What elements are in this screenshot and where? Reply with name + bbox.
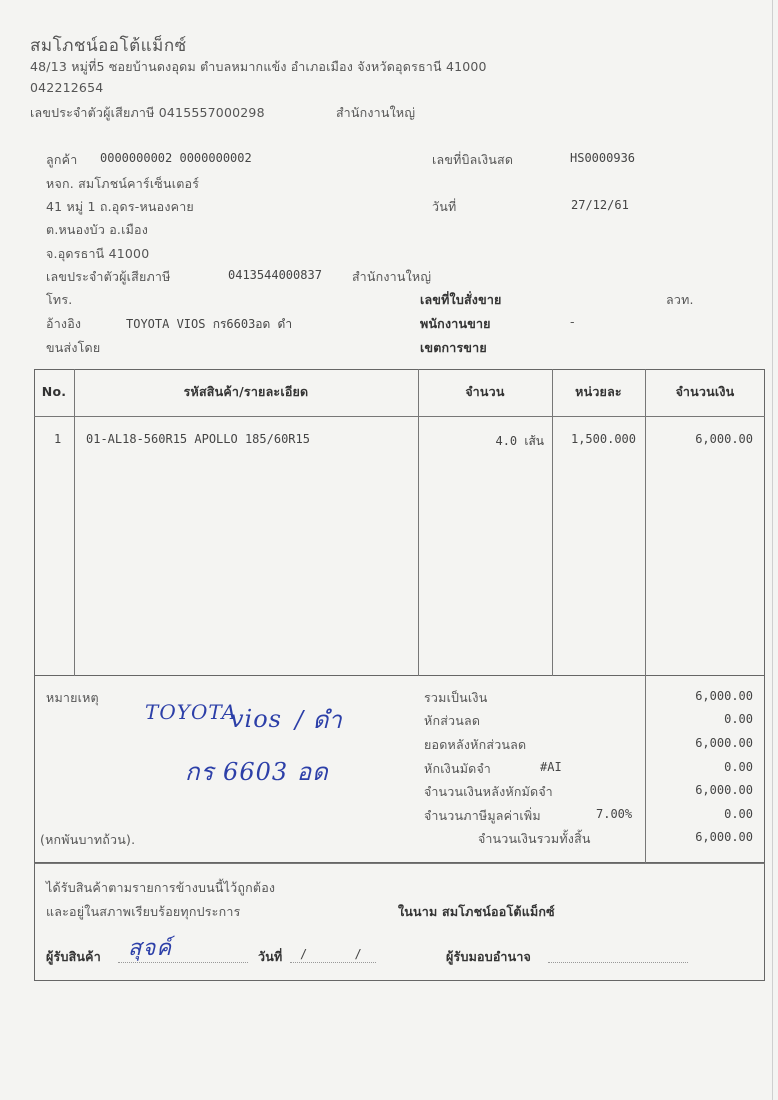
header-amount: จำนวนเงิน bbox=[675, 384, 735, 399]
shipping-label: ขนส่งโดย bbox=[46, 340, 101, 355]
bill-date-label: วันที่ bbox=[432, 199, 457, 214]
row-amount: 6,000.00 bbox=[695, 432, 753, 446]
reference-label: อ้างอิง bbox=[46, 316, 82, 331]
customer-name: หจก. สมโภชน์คาร์เซ็นเตอร์ bbox=[46, 176, 200, 191]
customer-tax-id: 0413544000837 bbox=[228, 268, 322, 282]
customer-address-3: จ.อุดรธานี 41000 bbox=[46, 246, 150, 261]
deposit-code: #AI bbox=[540, 760, 562, 774]
receiver-signature: สุจค์ bbox=[128, 936, 173, 961]
customer-code: 0000000002 0000000002 bbox=[100, 151, 252, 165]
after-discount-label: ยอดหลังหักส่วนลด bbox=[424, 737, 527, 752]
bill-no-label: เลขที่บิลเงินสด bbox=[432, 152, 514, 167]
customer-branch: สำนักงานใหญ่ bbox=[352, 269, 432, 284]
row-unit-price: 1,500.000 bbox=[570, 432, 636, 446]
company-address: 48/13 หมู่ที่5 ซอยบ้านดงอุดม ตำบลหมากแข้ง อำเภอเมือง จังหวัดอุดรธานี 41000 bbox=[30, 59, 487, 74]
company-phone: 042212654 bbox=[30, 80, 104, 95]
row-no: 1 bbox=[54, 432, 62, 446]
grand-total-value: 6,000.00 bbox=[695, 830, 753, 844]
salesperson-value: - bbox=[570, 314, 575, 329]
company-branch: สำนักงานใหญ่ bbox=[336, 105, 416, 120]
bill-no-value: HS0000936 bbox=[570, 151, 636, 165]
on-behalf-of: ในนาม สมโภชน์ออโต้แม็กซ์ bbox=[398, 904, 555, 919]
customer-label: ลูกค้า bbox=[46, 152, 78, 167]
subtotal-value: 6,000.00 bbox=[695, 689, 753, 703]
handwriting-color: / ดำ bbox=[295, 706, 343, 734]
col-divider-4 bbox=[645, 369, 646, 676]
col-divider-2 bbox=[418, 369, 419, 676]
row-quantity: 4.0 เส้น bbox=[495, 434, 544, 448]
reference-value: TOYOTA VIOS กร6603อด ดำ bbox=[126, 317, 293, 331]
confirm-text-2: และอยู่ในสภาพเรียบร้อยทุกประการ bbox=[46, 904, 241, 919]
company-tax-id: เลขประจำตัวผู้เสียภาษี 0415557000298 bbox=[30, 105, 265, 120]
customer-address-2: ต.หนองบัว อ.เมือง bbox=[46, 222, 149, 237]
header-quantity: จำนวน bbox=[465, 384, 505, 399]
header-description: รหัสสินค้า/รายละเอียด bbox=[183, 384, 309, 399]
receive-date-line bbox=[290, 962, 376, 963]
header-unit-price: หน่วยละ bbox=[575, 384, 622, 399]
subtotal-label: รวมเป็นเงิน bbox=[424, 690, 488, 705]
after-deposit-value: 6,000.00 bbox=[695, 783, 753, 797]
bill-date-value: 27/12/61 bbox=[571, 198, 629, 212]
discount-value: 0.00 bbox=[724, 712, 753, 726]
customer-address-1: 41 หมู่ 1 ถ.อุดร-หนองคาย bbox=[46, 199, 194, 214]
col-divider-1 bbox=[74, 369, 75, 676]
remark-label: หมายเหตุ bbox=[46, 690, 99, 705]
handwriting-model: vios bbox=[230, 705, 282, 733]
header-no: No. bbox=[41, 384, 67, 399]
confirm-text-1: ได้รับสินค้าตามรายการข้างบนนี้ไว้ถูกต้อง bbox=[46, 880, 276, 895]
discount-label: หักส่วนลด bbox=[424, 713, 481, 728]
deposit-value: 0.00 bbox=[724, 760, 753, 774]
table-header-divider bbox=[34, 416, 765, 417]
col-divider-3 bbox=[552, 369, 553, 676]
after-discount-value: 6,000.00 bbox=[695, 736, 753, 750]
scan-edge bbox=[772, 0, 773, 1100]
customer-phone-label: โทร. bbox=[46, 292, 73, 307]
receive-date-label: วันที่ bbox=[258, 949, 283, 964]
row-description: 01-AL18-560R15 APOLLO 185/60R15 bbox=[86, 432, 310, 446]
grand-total-label: จำนวนเงินรวมทั้งสิ้น bbox=[478, 831, 591, 846]
vat-label: จำนวนภาษีมูลค่าเพิ่ม bbox=[424, 808, 541, 823]
authorized-signature-line bbox=[548, 962, 688, 963]
receiver-label: ผู้รับสินค้า bbox=[46, 949, 101, 964]
authorized-label: ผู้รับมอบอำนาจ bbox=[446, 949, 532, 964]
vat-value: 0.00 bbox=[724, 807, 753, 821]
handwriting-make: TOYOTA bbox=[145, 700, 238, 724]
customer-tax-label: เลขประจำตัวผู้เสียภาษี bbox=[46, 269, 171, 284]
receive-date-value: / / bbox=[300, 947, 382, 961]
sales-zone-label: เขตการขาย bbox=[420, 340, 487, 355]
deposit-label: หักเงินมัดจำ bbox=[424, 761, 492, 776]
order-no-label: เลขที่ใบสั่งขาย bbox=[420, 292, 502, 307]
handwriting-plate: กร 6603 อด bbox=[185, 758, 329, 786]
company-name: สมโภชน์ออโต้แม็กซ์ bbox=[30, 36, 187, 56]
order-no-value: ลวท. bbox=[666, 292, 694, 307]
amount-in-words: (หกพันบาทถ้วน). bbox=[40, 832, 136, 847]
after-deposit-label: จำนวนเงินหลังหักมัดจำ bbox=[424, 784, 553, 799]
salesperson-label: พนักงานขาย bbox=[420, 316, 491, 331]
vat-rate: 7.00% bbox=[596, 807, 633, 821]
